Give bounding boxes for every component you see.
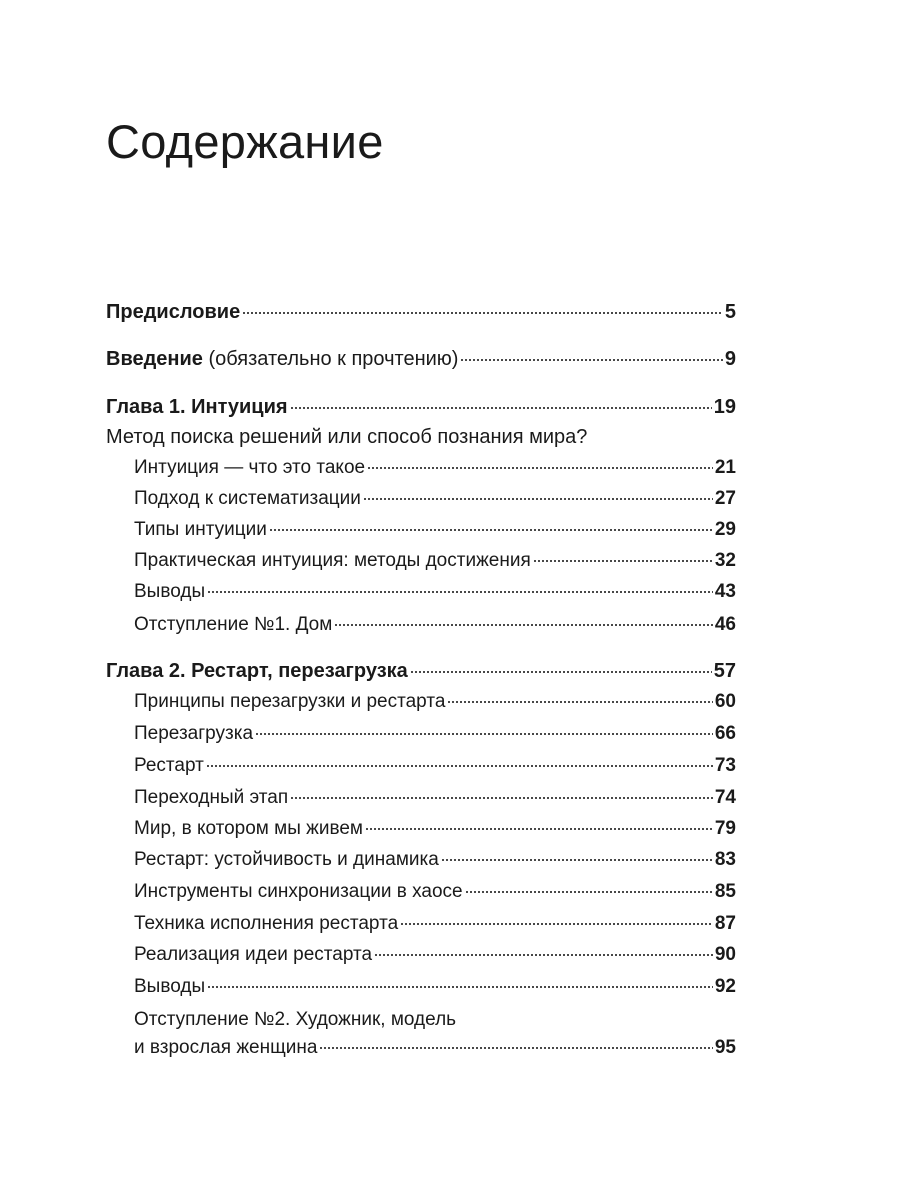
- toc-section[interactable]: Мир, в котором мы живем 79: [134, 816, 736, 842]
- toc-section[interactable]: Реализация идеи рестарта 90: [134, 942, 736, 968]
- toc-section[interactable]: Переходный этап 74: [134, 785, 736, 811]
- toc-page-number: 92: [714, 976, 736, 997]
- toc-section-title-line1[interactable]: Отступление №2. Художник, модель: [134, 1009, 457, 1030]
- toc-section[interactable]: Рестарт: устойчивость и динамика 83: [134, 847, 736, 873]
- dot-leader: [290, 404, 712, 410]
- toc-page-number: 90: [714, 944, 736, 965]
- toc-section[interactable]: Техника исполнения рестарта 87: [134, 911, 736, 937]
- page-title: Содержание: [106, 115, 384, 168]
- toc-section[interactable]: Рестарт 73: [134, 753, 736, 779]
- dot-leader: [207, 588, 713, 594]
- toc-page-number: 60: [714, 691, 736, 712]
- toc-page-number: 87: [714, 913, 736, 934]
- toc-section[interactable]: Перезагрузка 66: [134, 721, 736, 747]
- dot-leader: [242, 309, 723, 315]
- dot-leader: [447, 698, 712, 704]
- toc-chapter-title: Глава 2. Рестарт, перезагрузка: [106, 660, 408, 682]
- toc-page-number: 29: [714, 519, 736, 540]
- toc-page-number: 32: [714, 550, 736, 571]
- dot-leader: [367, 464, 713, 470]
- toc-page-number: 79: [714, 818, 736, 839]
- dot-leader: [363, 495, 713, 501]
- dot-leader: [290, 794, 713, 800]
- dot-leader: [460, 356, 722, 362]
- dot-leader: [374, 951, 713, 957]
- dot-leader: [400, 920, 713, 926]
- toc-page-number: 85: [714, 881, 736, 902]
- toc-section[interactable]: Выводы 43: [134, 579, 736, 605]
- dot-leader: [410, 668, 712, 674]
- toc-page-number: 27: [714, 488, 736, 509]
- toc-section[interactable]: и взрослая женщина 95: [134, 1035, 736, 1061]
- toc-section[interactable]: Отступление №1. Дом 46: [134, 612, 736, 638]
- toc-page-number: 66: [714, 723, 736, 744]
- toc-chapter-1[interactable]: [106, 394, 736, 420]
- dot-leader: [334, 621, 713, 627]
- toc-page-number: 57: [713, 660, 736, 682]
- toc-chapter-2[interactable]: [106, 658, 736, 684]
- dot-leader: [465, 888, 713, 894]
- toc-section[interactable]: Интуиция — что это такое 21: [134, 455, 736, 481]
- toc-chapter-title: Глава 1. Интуиция: [106, 396, 288, 418]
- toc-section[interactable]: Типы интуиции 29: [134, 517, 736, 543]
- toc-page-number: 21: [714, 457, 736, 478]
- toc-entry-title: Предисловие: [106, 301, 241, 323]
- dot-leader: [441, 856, 713, 862]
- dot-leader: [269, 526, 713, 532]
- toc-page-number: 95: [714, 1037, 736, 1058]
- toc-page-number: 9: [724, 348, 736, 370]
- toc-page-number: 5: [724, 301, 736, 323]
- dot-leader: [206, 762, 713, 768]
- toc-chapter-1-subtitle: Метод поиска решений или способ познания мира?: [106, 426, 588, 448]
- dot-leader: [533, 557, 713, 563]
- toc-page-number: 73: [714, 755, 736, 776]
- dot-leader: [207, 983, 713, 989]
- toc-page-number: 43: [714, 581, 736, 602]
- toc-section[interactable]: Инструменты синхронизации в хаосе 85: [134, 879, 736, 905]
- dot-leader: [255, 730, 713, 736]
- toc-entry-preface[interactable]: [106, 299, 736, 325]
- toc-section[interactable]: Практическая интуиция: методы достижения 32: [134, 548, 736, 574]
- dot-leader: [319, 1044, 712, 1050]
- toc-entry-introduction[interactable]: [106, 346, 736, 372]
- toc-page-number: 19: [713, 396, 736, 418]
- toc-entry-note: (обязательно к прочтению): [202, 348, 459, 370]
- toc-section[interactable]: Подход к систематизации 27: [134, 486, 736, 512]
- dot-leader: [365, 825, 713, 831]
- toc-section[interactable]: Выводы 92: [134, 974, 736, 1000]
- toc-page-number: 46: [714, 614, 736, 635]
- toc-page-number: 74: [714, 787, 736, 808]
- toc-entry-title: Введение: [106, 348, 203, 370]
- toc-section[interactable]: Принципы перезагрузки и рестарта 60: [134, 689, 736, 715]
- toc-page-number: 83: [714, 849, 736, 870]
